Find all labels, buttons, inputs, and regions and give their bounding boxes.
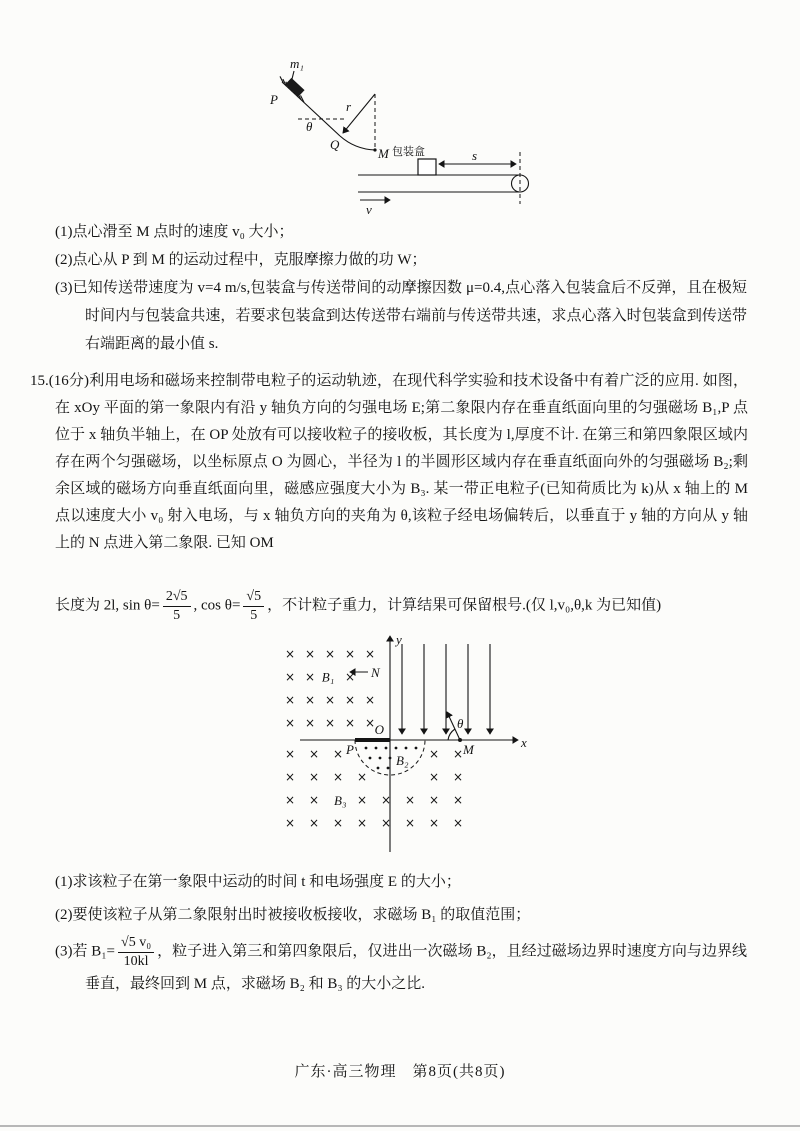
label-b2: B₂ bbox=[396, 753, 409, 768]
cross-field-mark: × bbox=[304, 647, 316, 661]
problem14-items bbox=[55, 218, 747, 358]
cross-field-mark: × bbox=[284, 693, 296, 707]
frac-num: 2√5 bbox=[163, 588, 191, 607]
frac-den: 5 bbox=[250, 607, 258, 623]
cross-field-mark: × bbox=[344, 647, 356, 661]
label-m1: m₁ bbox=[290, 56, 304, 71]
frac-num: √5 bbox=[243, 588, 264, 607]
cross-field-mark: × bbox=[356, 770, 368, 784]
cross-field-mark: × bbox=[308, 816, 320, 830]
q15-math-line bbox=[55, 588, 748, 624]
label-theta: θ bbox=[306, 119, 313, 134]
math-text-1: 长度为 2l, sin θ= bbox=[55, 597, 160, 614]
q15-item-2: (2)要使该粒子从第二象限射出时被接收板接收，求磁场 B₁ 的取值范围； bbox=[55, 907, 531, 923]
cross-field-mark: × bbox=[332, 816, 344, 830]
label-v: v bbox=[366, 202, 372, 217]
frac-den: 5 bbox=[173, 607, 181, 623]
q15-item-3 bbox=[55, 934, 747, 998]
cross-field-mark: × bbox=[308, 747, 320, 761]
theta-arc bbox=[448, 729, 455, 740]
cross-field-mark: × bbox=[380, 793, 392, 807]
cross-field-mark: × bbox=[404, 816, 416, 830]
cross-field-mark: × bbox=[364, 647, 376, 661]
dot-field-mark bbox=[375, 747, 378, 750]
cross-field-mark: × bbox=[284, 647, 296, 661]
q15-item3-text-1: (3)若 B₁= bbox=[55, 943, 116, 960]
cross-field-mark: × bbox=[284, 747, 296, 761]
label-b1: B₁ bbox=[321, 669, 335, 685]
q14-item-1: (1)点心滑至 M 点时的速度 v₀ 大小； bbox=[55, 224, 294, 240]
scan-edge bbox=[0, 1125, 800, 1127]
q15-score: (16分) bbox=[48, 373, 90, 389]
label-q: Q bbox=[330, 137, 340, 152]
cross-field-mark: × bbox=[428, 793, 440, 807]
label-b3: B₃ bbox=[334, 793, 347, 808]
dot-field-mark bbox=[365, 747, 368, 750]
label-r: r bbox=[346, 99, 352, 114]
page-footer: 广东·高三物理 第8页(共8页) bbox=[294, 1064, 506, 1080]
q14-item-2: (2)点心从 P 到 M 的运动过程中，克服摩擦力做的功 W； bbox=[55, 252, 427, 268]
cross-field-mark: × bbox=[344, 693, 356, 707]
cross-field-mark: × bbox=[324, 647, 336, 661]
q15-item-1: (1)求该粒子在第一象限中运动的时间 t 和电场强度 E 的大小； bbox=[55, 874, 461, 890]
q15-item3-text-2: ，粒子进入第三和第四象限后，仅进出一次磁场 B₂，且经过磁场边界时速度方向与边界线垂直，最终回到 M 点，求磁场 B₂ 和 B₃ 的大小之比. bbox=[85, 943, 747, 992]
cross-field-mark: × bbox=[284, 816, 296, 830]
dot-field-mark bbox=[395, 747, 398, 750]
dot-field-mark bbox=[415, 747, 418, 750]
cross-field-mark: × bbox=[332, 770, 344, 784]
cross-field-mark: × bbox=[452, 793, 464, 807]
cross-field-mark: × bbox=[304, 716, 316, 730]
label-m: M bbox=[378, 146, 389, 161]
cross-field-mark: × bbox=[364, 716, 376, 730]
label-y-axis: y bbox=[396, 632, 402, 647]
cross-field-mark: × bbox=[304, 670, 316, 684]
field-diagram bbox=[250, 628, 550, 858]
point-m bbox=[373, 148, 376, 151]
dot-field-mark bbox=[377, 767, 380, 770]
frac-den: 10kl bbox=[123, 953, 149, 969]
incline-conveyor-diagram bbox=[258, 52, 538, 224]
label-s: s bbox=[472, 148, 478, 163]
label-p: P bbox=[270, 92, 278, 107]
cross-field-mark: × bbox=[364, 693, 376, 707]
label-n: N bbox=[371, 665, 380, 680]
electric-field-lines bbox=[402, 644, 490, 734]
cross-field-mark: × bbox=[284, 716, 296, 730]
cross-field-mark: × bbox=[324, 716, 336, 730]
fraction-cos bbox=[243, 588, 264, 624]
label-theta2: θ bbox=[457, 716, 464, 731]
cross-field-mark: × bbox=[304, 693, 316, 707]
cross-field-mark: × bbox=[308, 793, 320, 807]
problem15-items bbox=[55, 868, 747, 1003]
cross-field-mark: × bbox=[428, 816, 440, 830]
cross-field-mark: × bbox=[284, 670, 296, 684]
cross-field-mark: × bbox=[284, 770, 296, 784]
dot-field-mark bbox=[387, 767, 390, 770]
cross-field-mark: × bbox=[356, 793, 368, 807]
dot-field-mark bbox=[379, 757, 382, 760]
q15-text: 利用电场和磁场来控制带电粒子的运动轨迹，在现代科学实验和技术设备中有着广泛的应用. 如图，在 xOy 平面的第一象限内有沿 y 轴负方向的匀强电场 E;第二象限内存在垂直纸面向里的匀强磁场 B₁,P 点位于 x 轴负半轴上，在 OP 处放有可以接收粒子的接收板，其长度为 l,厚度不计. 在第三和第四象限区域内存在两个匀强磁场，以坐标原点 O 为圆心，半径为 l 的半圆形区域内存在垂直纸面向外的匀强磁场 B₂;剩余区域的磁场方向垂直纸面向里，磁感应强度大小为 B₃. 某一带正电粒子(已知荷质比为 k)从 x 轴上的 M 点以速度大小 v₀ 射入电场，与 x 轴负方向的夹角为 θ,该粒子经电场偏转后，以垂直于 y 轴的方向从 y 轴上的 N 点进入第二象限. 已知 OM bbox=[55, 373, 748, 551]
cross-field-mark: × bbox=[428, 770, 440, 784]
cross-field-mark: × bbox=[380, 816, 392, 830]
label-p2: P bbox=[346, 742, 354, 757]
cross-field-mark: × bbox=[344, 670, 356, 684]
cross-field-mark: × bbox=[324, 693, 336, 707]
label-x-axis: x bbox=[521, 735, 527, 750]
cross-field-mark: × bbox=[284, 793, 296, 807]
cross-field-mark: × bbox=[356, 816, 368, 830]
cross-field-mark: × bbox=[308, 770, 320, 784]
math-text-2: , cos θ= bbox=[193, 597, 241, 614]
cross-field-mark: × bbox=[332, 747, 344, 761]
cross-field-mark: × bbox=[452, 747, 464, 761]
fraction-sin bbox=[163, 588, 191, 624]
cross-field-mark: × bbox=[404, 793, 416, 807]
dot-field-mark bbox=[369, 757, 372, 760]
fraction-b1 bbox=[118, 934, 154, 970]
curved-track bbox=[340, 136, 375, 150]
cross-field-mark: × bbox=[428, 747, 440, 761]
cross-field-mark: × bbox=[344, 716, 356, 730]
q15-number: 15. bbox=[30, 373, 49, 389]
problem15-body bbox=[30, 368, 748, 557]
label-m2: M bbox=[463, 742, 474, 757]
package-box bbox=[418, 159, 436, 175]
q14-item-3: (3)已知传送带速度为 v=4 m/s,包装盒与传送带间的动摩擦因数 μ=0.4,点心落入包装盒后不反弹，且在极短时间内与包装盒共速，若要求包装盒到达传送带右端前与传送带共速，求点心落入时包装盒到传送带右端距离的最小值 s. bbox=[55, 280, 747, 352]
label-origin: O bbox=[374, 722, 384, 737]
m1-leader-line bbox=[292, 71, 294, 79]
frac-num: √5 v₀ bbox=[118, 934, 154, 953]
cross-field-mark: × bbox=[452, 816, 464, 830]
label-box: 包装盒 bbox=[392, 146, 425, 158]
dot-field-mark bbox=[405, 747, 408, 750]
cross-field-mark: × bbox=[452, 770, 464, 784]
dot-field-mark bbox=[385, 747, 388, 750]
math-text-3: ，不计粒子重力，计算结果可保留根号.(仅 l,v₀,θ,k 为已知值) bbox=[267, 597, 662, 614]
